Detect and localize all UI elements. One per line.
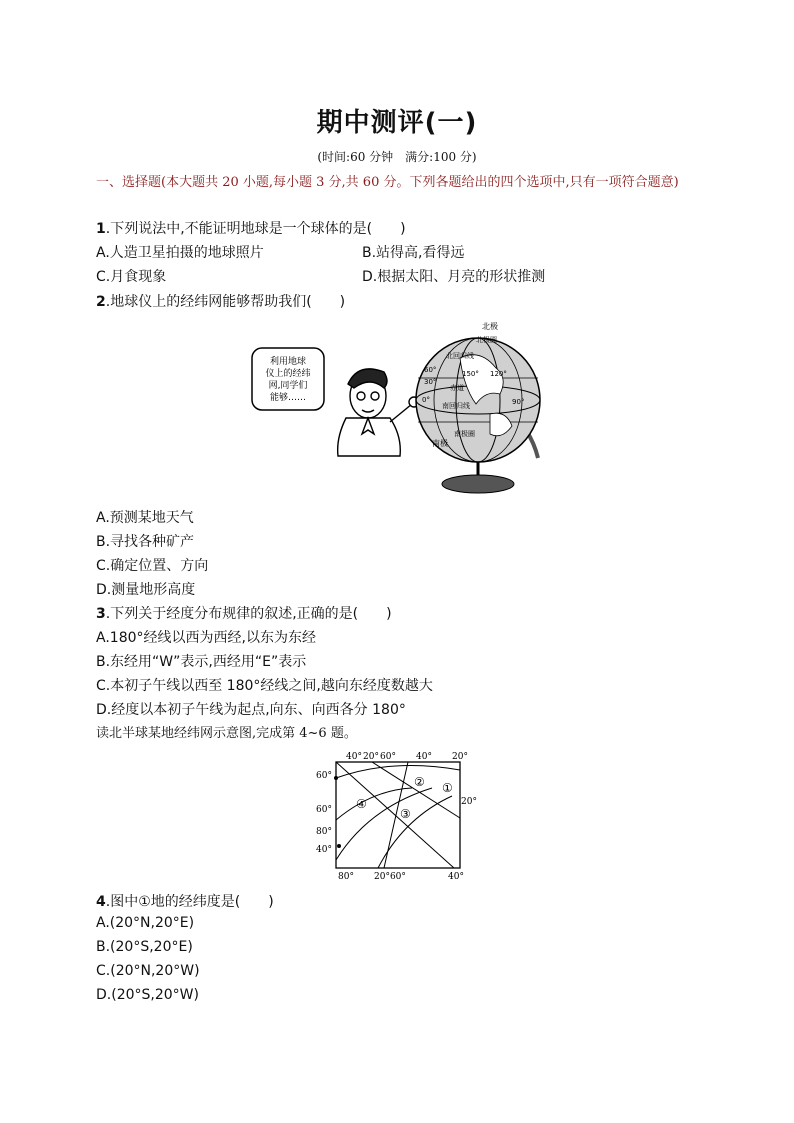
question-2-option-c[interactable]: C.确定位置、方向 bbox=[96, 558, 209, 574]
question-number: 4 bbox=[96, 894, 106, 910]
question-3-option-c[interactable]: C.本初子午线以西至 180°经线之间,越向东经度数越大 bbox=[96, 678, 433, 694]
question-text: .地球仪上的经纬网能够帮助我们( ) bbox=[105, 294, 346, 310]
question-2-option-b[interactable]: B.寻找各种矿产 bbox=[96, 534, 195, 550]
point-2: ② bbox=[414, 775, 425, 789]
label-arctic-circle: 北极圈 bbox=[476, 336, 497, 344]
right-label: 20° bbox=[461, 797, 477, 807]
question-2-option-a[interactable]: A.预测某地天气 bbox=[96, 510, 194, 526]
top-label-1: 40° bbox=[346, 752, 362, 762]
section-heading: 一、选择题(本大题共 20 小题,每小题 3 分,共 60 分。下列各题给出的四个选项中,只有一项符合题意) bbox=[96, 175, 679, 190]
question-text: .图中①地的经纬度是( ) bbox=[105, 894, 274, 910]
question-4-option-d[interactable]: D.(20°S,20°W) bbox=[96, 987, 199, 1003]
label-lat-30: 30° bbox=[424, 378, 437, 386]
question-number: 1 bbox=[96, 221, 106, 237]
left-label-2: 60° bbox=[316, 805, 332, 815]
question-3-stem bbox=[96, 603, 392, 623]
page-subtitle: (时间:60 分钟 满分:100 分) bbox=[317, 150, 477, 164]
question-4-option-a[interactable]: A.(20°N,20°E) bbox=[96, 915, 195, 931]
label-equator: 赤道 bbox=[450, 384, 464, 392]
question-text: .下列说法中,不能证明地球是一个球体的是( ) bbox=[105, 221, 406, 237]
label-lat-60: 60° bbox=[424, 366, 437, 374]
label-north-pole: 北极 bbox=[482, 322, 498, 331]
bottom-label-3: 40° bbox=[448, 872, 464, 882]
bubble-line-1: 利用地球 bbox=[269, 357, 307, 367]
question-4-stem bbox=[96, 891, 274, 911]
question-3-option-b[interactable]: B.东经用“W”表示,西经用“E”表示 bbox=[96, 654, 307, 670]
point-4: ④ bbox=[356, 797, 367, 811]
left-label-4: 40° bbox=[316, 845, 332, 855]
bottom-label-1: 80° bbox=[338, 872, 354, 882]
top-label-2: 20° bbox=[363, 752, 379, 762]
bubble-line-4: 能够…… bbox=[269, 393, 307, 403]
question-4-option-b[interactable]: B.(20°S,20°E) bbox=[96, 939, 193, 955]
bubble-line-2: 仪上的经纬 bbox=[265, 369, 311, 379]
label-tropic-capricorn: 南回归线 bbox=[442, 402, 470, 410]
question-3-option-a[interactable]: A.180°经线以西为西经,以东为东经 bbox=[96, 630, 316, 646]
label-south-pole: 南极 bbox=[432, 439, 448, 448]
page-title: 期中测评(一) bbox=[316, 108, 478, 138]
graticule-diagram bbox=[312, 748, 482, 882]
label-lon-90: 90° bbox=[512, 398, 525, 406]
question-1-stem bbox=[96, 218, 406, 238]
label-antarctic-circle: 南极圈 bbox=[454, 430, 475, 438]
label-lon-120: 120° bbox=[490, 370, 507, 378]
bottom-label-2: 20°60° bbox=[374, 872, 406, 882]
point-1: ① bbox=[442, 781, 453, 795]
point-3: ③ bbox=[400, 807, 411, 821]
question-text: .下列关于经度分布规律的叙述,正确的是( ) bbox=[105, 606, 392, 622]
label-lat-0: 0° bbox=[422, 396, 430, 404]
top-label-4: 40° bbox=[416, 752, 432, 762]
left-label-3: 80° bbox=[316, 827, 332, 837]
globe-illustration bbox=[250, 318, 550, 498]
question-1-option-a[interactable]: A.人造卫星拍摄的地球照片 bbox=[96, 245, 264, 261]
top-label-5: 20° bbox=[452, 752, 468, 762]
top-label-3: 60° bbox=[380, 752, 396, 762]
label-tropic-cancer: 北回归线 bbox=[446, 352, 474, 360]
question-4-option-c[interactable]: C.(20°N,20°W) bbox=[96, 963, 200, 979]
question-number: 3 bbox=[96, 606, 106, 622]
question-number: 2 bbox=[96, 294, 106, 310]
label-lon-150: 150° bbox=[462, 370, 479, 378]
bubble-line-3: 网,同学们 bbox=[268, 381, 308, 391]
globe bbox=[416, 321, 540, 493]
left-label-1: 60° bbox=[316, 771, 332, 781]
question-1-option-c[interactable]: C.月食现象 bbox=[96, 269, 167, 285]
question-3-option-d[interactable]: D.经度以本初子午线为起点,向东、向西各分 180° bbox=[96, 702, 406, 718]
question-1-option-b[interactable]: B.站得高,看得远 bbox=[362, 245, 465, 261]
question-1-option-d[interactable]: D.根据太阳、月亮的形状推测 bbox=[362, 269, 546, 285]
reading-instruction: 读北半球某地经纬网示意图,完成第 4~6 题。 bbox=[96, 726, 357, 741]
question-2-option-d[interactable]: D.测量地形高度 bbox=[96, 582, 196, 598]
question-2-stem bbox=[96, 291, 345, 311]
